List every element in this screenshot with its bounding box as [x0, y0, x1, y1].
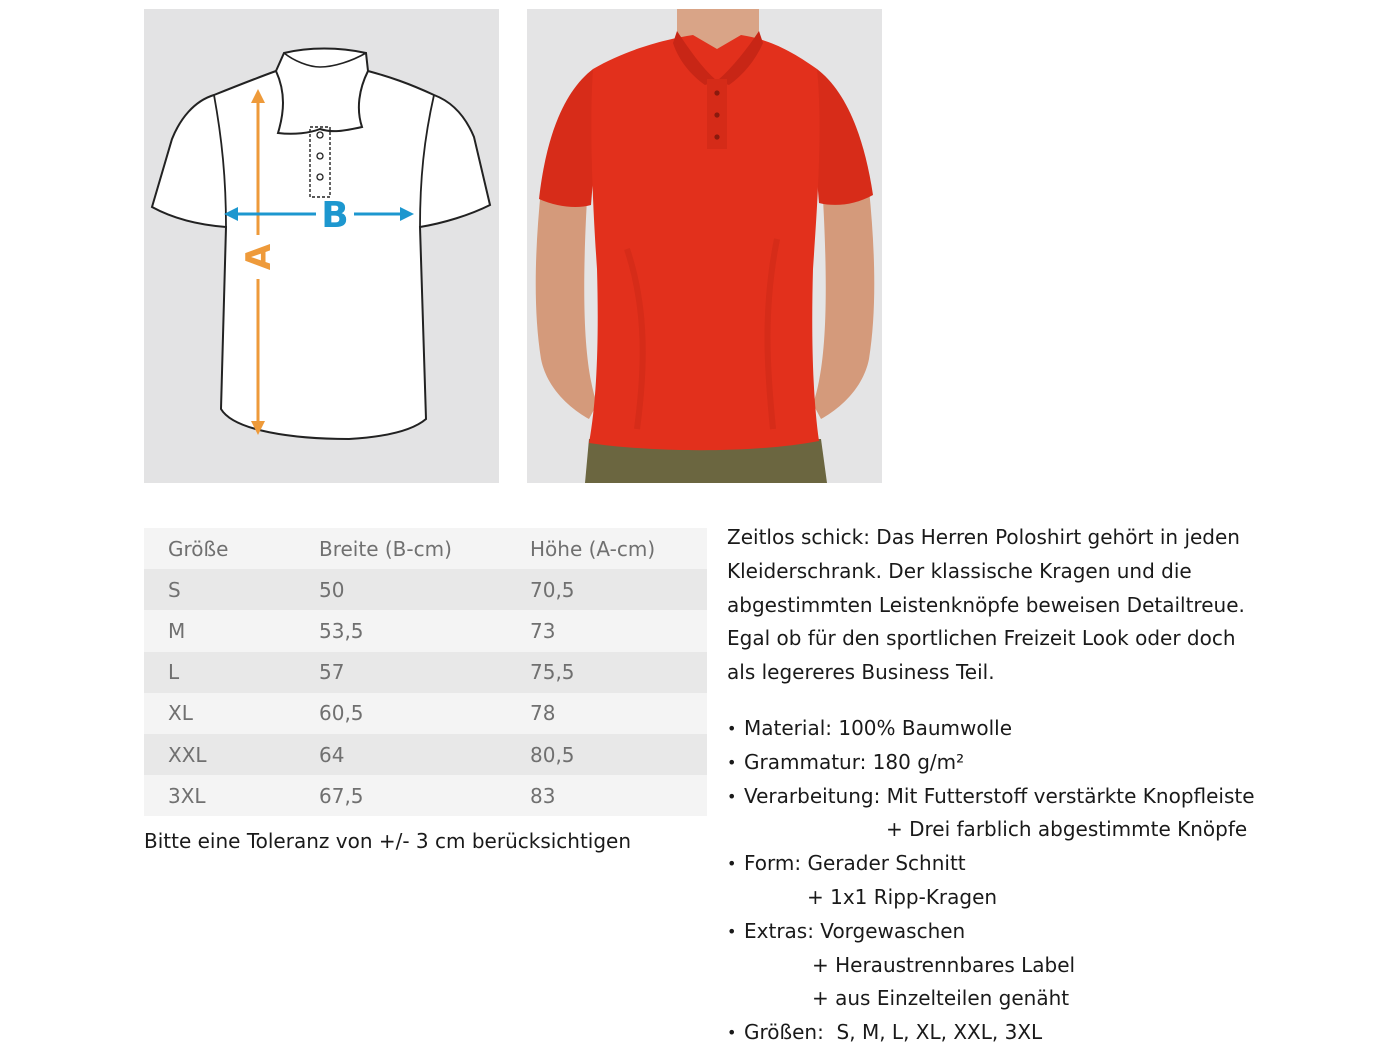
table-row — [144, 775, 707, 816]
height-cell: 83 — [530, 783, 556, 808]
feature-continuation: + Heraustrennbares Label — [812, 952, 1076, 977]
list-item — [727, 915, 1287, 1016]
table-row — [144, 652, 707, 693]
size-cell: XXL — [168, 742, 207, 767]
feature-continuation: + 1x1 Ripp-Kragen — [807, 884, 998, 909]
feature-continuation: + Drei farblich abgestimmte Knöpfe — [886, 817, 1248, 842]
width-cell: 60,5 — [319, 701, 364, 726]
size-cell: XL — [168, 701, 193, 726]
width-cell: 50 — [319, 577, 345, 602]
height-cell: 78 — [530, 701, 556, 726]
feature-continuation: + aus Einzelteilen genäht — [812, 986, 1070, 1011]
height-cell: 80,5 — [530, 742, 575, 767]
description-line: Egal ob für den sportlichen Freizeit Look oder doch — [727, 626, 1236, 651]
description-line: Zeitlos schick: Das Herren Poloshirt gehört in jeden — [727, 525, 1240, 549]
size-cell: S — [168, 577, 181, 602]
bullet-icon: • — [727, 719, 737, 738]
dimension-b-label: B — [321, 195, 349, 236]
table-row — [144, 610, 707, 651]
bullet-icon: • — [727, 752, 737, 772]
list-item — [727, 1016, 1287, 1050]
table-row — [144, 734, 707, 775]
bullet-icon: • — [727, 1023, 737, 1043]
bullet-icon: • — [727, 854, 737, 874]
column-header-size: Größe — [168, 536, 229, 561]
size-cell: 3XL — [168, 783, 206, 808]
size-cell: M — [168, 618, 186, 643]
list-item — [727, 746, 1287, 780]
height-cell: 70,5 — [530, 577, 575, 602]
width-cell: 64 — [319, 742, 345, 767]
column-header-height: Höhe (A-cm) — [530, 536, 656, 561]
size-cell: L — [168, 660, 180, 685]
product-photo-panel — [527, 9, 882, 483]
description-line: Kleiderschrank. Der klassische Kragen und die — [727, 558, 1192, 583]
list-item — [727, 712, 1287, 746]
height-cell: 75,5 — [530, 660, 575, 685]
bullet-icon: • — [727, 786, 737, 806]
table-header-row — [144, 528, 707, 569]
feature-list — [727, 712, 1287, 1050]
size-table — [144, 528, 707, 816]
column-header-width: Breite (B-cm) — [319, 536, 452, 561]
size-diagram-panel — [144, 9, 499, 483]
width-cell: 67,5 — [319, 783, 364, 808]
table-row — [144, 693, 707, 734]
height-cell: 73 — [530, 618, 556, 643]
feature-text: Größen: S, M, L, XL, XXL, 3XL — [744, 1020, 1043, 1045]
feature-text: Form: Gerader Schnitt — [744, 851, 966, 876]
feature-text: Extras: Vorgewaschen — [744, 918, 966, 943]
feature-text: Material: 100% Baumwolle — [744, 716, 1013, 740]
tolerance-note: Bitte eine Toleranz von +/- 3 cm berücksichtigen — [144, 829, 632, 853]
feature-text: Grammatur: 180 g/m² — [744, 749, 965, 774]
polo-shirt-outline-icon — [144, 9, 499, 483]
width-cell: 57 — [319, 660, 345, 685]
table-row — [144, 569, 707, 610]
width-cell: 53,5 — [319, 618, 364, 643]
description-line: als legereres Business Teil. — [727, 660, 995, 685]
red-polo-model-photo — [527, 9, 882, 483]
description-line: abgestimmten Leistenknöpfe beweisen Detailtreue. — [727, 592, 1245, 617]
list-item — [727, 780, 1287, 848]
dimension-a-label: A — [239, 243, 279, 271]
bullet-icon: • — [727, 921, 737, 941]
product-description — [727, 521, 1247, 690]
list-item — [727, 847, 1287, 915]
feature-text: Verarbeitung: Mit Futterstoff verstärkte Knopfleiste — [744, 783, 1255, 808]
